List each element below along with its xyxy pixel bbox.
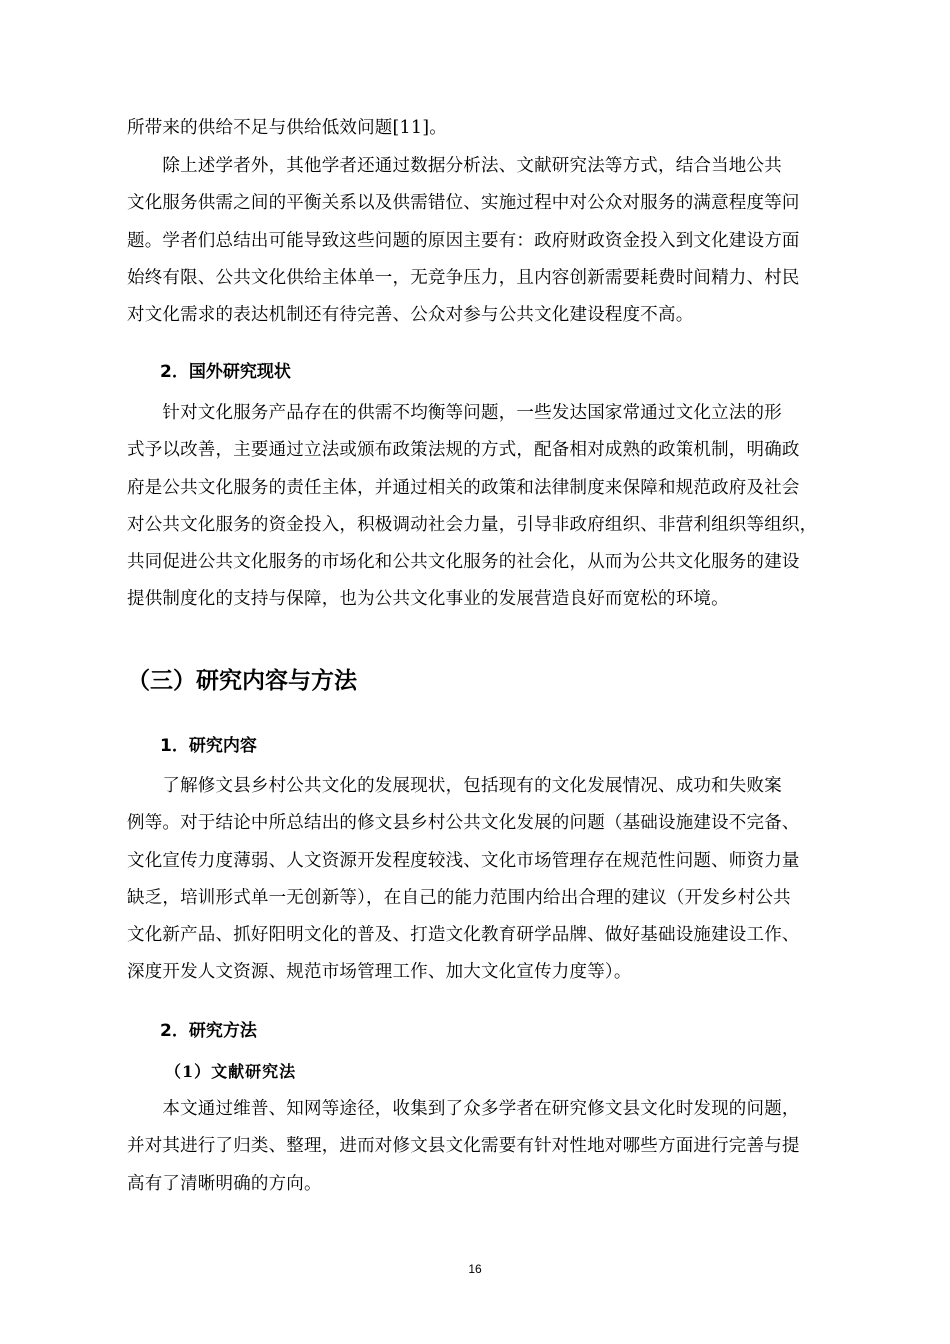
text-line: 例等。对于结论中所总结出的修文县乡村公共文化发展的问题（基础设施建设不完备、 xyxy=(127,813,800,834)
text-line: 题。学者们总结出可能导致这些问题的原因主要有：政府财政资金投入到文化建设方面 xyxy=(127,230,800,251)
text-line: 并对其进行了归类、整理，进而对修文县文化需要有针对性地对哪些方面进行完善与提 xyxy=(127,1136,800,1157)
text-line: 府是公共文化服务的责任主体，并通过相关的政策和法律制度来保障和规范政府及社会 xyxy=(127,477,800,498)
text-line: 了解修文县乡村公共文化的发展现状，包括现有的文化发展情况、成功和失败案 xyxy=(127,776,782,796)
text-line: 缺乏，培训形式单一无创新等），在自己的能力范围内给出合理的建议（开发乡村公共 xyxy=(127,887,791,908)
text-line: 共同促进公共文化服务的市场化和公共文化服务的社会化，从而为公共文化服务的建设 xyxy=(127,552,800,573)
heading-literature-method: （1）文献研究法 xyxy=(165,1062,297,1081)
text-line: 高有了清晰明确的方向。 xyxy=(127,1173,322,1194)
text-line: 式予以改善，主要通过立法或颁布政策法规的方式，配备相对成熟的政策机制，明确政 xyxy=(127,440,800,461)
paragraph-intro-tail xyxy=(127,110,862,147)
text-line: 对公共文化服务的资金投入，积极调动社会力量，引导非政府组织、非营利组织等组织， xyxy=(127,514,818,535)
paragraph-foreign-research xyxy=(127,395,862,619)
text-line: 所带来的供给不足与供给低效问题[11]。 xyxy=(127,118,447,138)
text-line: 文化服务供需之间的平衡关系以及供需错位、实施过程中对公众对服务的满意程度等问 xyxy=(127,193,800,214)
heading-research-content: 1．研究内容 xyxy=(160,736,257,756)
text-line: 深度开发人文资源、规范市场管理工作、加大文化宣传力度等）。 xyxy=(127,962,632,983)
paragraph-research-content xyxy=(127,768,862,992)
text-line: 提供制度化的支持与保障，也为公共文化事业的发展营造良好而宽松的环境。 xyxy=(127,589,729,610)
text-line: 本文通过维普、知网等途径，收集到了众多学者在研究修文县文化时发现的问题， xyxy=(127,1099,800,1119)
text-line: 文化新产品、抓好阳明文化的普及、打造文化教育研学品牌、做好基础设施建设工作、 xyxy=(127,925,800,946)
heading-foreign-research: 2．国外研究现状 xyxy=(160,362,291,382)
text-line: 始终有限、公共文化供给主体单一，无竞争压力，且内容创新需要耗费时间精力、村民 xyxy=(127,267,800,288)
page-number: 16 xyxy=(468,1262,482,1276)
paragraph-literature-method xyxy=(127,1091,862,1203)
text-line: 文化宣传力度薄弱、人文资源开发程度较浅、文化市场管理存在规范性问题、师资力量 xyxy=(127,850,800,871)
text-line: 针对文化服务产品存在的供需不均衡等问题，一些发达国家常通过文化立法的形 xyxy=(127,403,782,423)
heading-research-method: 2．研究方法 xyxy=(160,1021,257,1041)
text-line: 除上述学者外，其他学者还通过数据分析法、文献研究法等方式，结合当地公共 xyxy=(127,156,782,176)
paragraph-other-scholars xyxy=(127,148,862,334)
text-line: 对文化需求的表达机制还有待完善、公众对参与公共文化建设程度不高。 xyxy=(127,305,694,326)
section-heading: （三）研究内容与方法 xyxy=(127,668,357,694)
